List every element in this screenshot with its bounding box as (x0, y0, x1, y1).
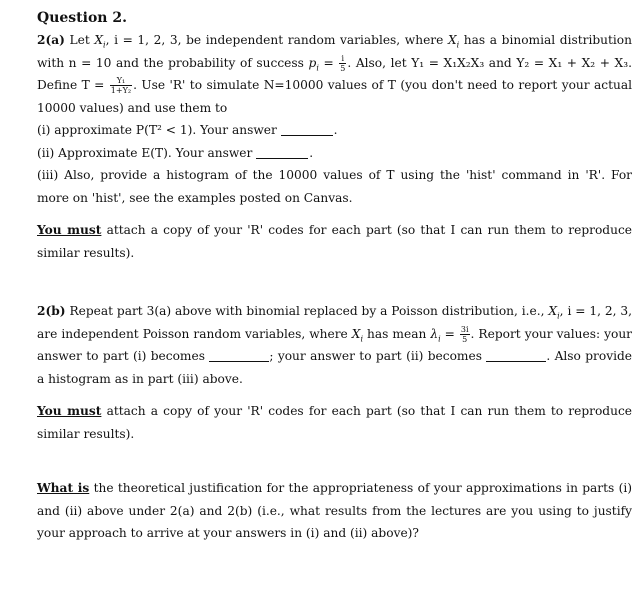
item-ii-text: (ii) Approximate E(T). Your answer (37, 145, 253, 160)
math-index: i (103, 40, 106, 50)
justification-rest: the theoretical justification for the appropriateness of your approximations in parts (i) and (ii) above under 2(a) and 2(b) (i.e., what results from the lectures are you using to justify your approach to arrive at your answers in (i) and (ii) above)? (37, 481, 633, 540)
answer-blank-i (281, 122, 333, 136)
math-index: i (438, 333, 441, 343)
math-p: p (308, 55, 317, 70)
math-x: X (94, 33, 104, 47)
part-a-t-def-2: . Use 'R' to simulate N=10000 values of T (you don't need to report your actual 10000 (37, 78, 633, 115)
answer-blank-ii (256, 145, 308, 159)
math-x: X (351, 326, 361, 341)
part-b-text-5: ; your answer to part (ii) becomes (269, 349, 482, 363)
must-attach-b-rest: attach a copy of your 'R' codes for each part (so that I can run them to reproduce similar results). (37, 404, 632, 441)
math-lambda: λ (430, 326, 439, 341)
part-a-t-def-1: T = (81, 78, 105, 92)
fraction-i-over-5: $\frac{i}{5}$ (340, 53, 346, 73)
item-i (37, 119, 632, 142)
justification-paragraph (37, 477, 632, 545)
part-a-intro-2: , i = 1, 2, 3, be independent random variables, where (105, 33, 444, 47)
part-b-paragraph: 2(b) Repeat part 3(a) above with binomial replaced by a Poisson distribution, i.e., $X_i$, i = 1, 2, 3, are independent Poisson random variables, where $X_i$ has mean $\lambda_i$ = $\frac{3i}{5}$ . Report your values: your answer to part (i) becomes ; your answer to part (ii) becomes . Also provide a histogram as in part (iii) above. (37, 304, 633, 386)
must-attach-b (37, 400, 632, 445)
must-attach-a-rest: attach a copy of your 'R' codes for each part (so that I can run them to reproduce similar results). (37, 223, 632, 260)
math-index: i (557, 311, 560, 321)
must-attach-a (37, 219, 632, 264)
math-index: i (456, 40, 460, 50)
math-index: i (360, 333, 364, 343)
part-a-label: 2(a) (37, 33, 65, 47)
part-a-intro-4: n = 10 and the probability of success (68, 55, 304, 70)
part-a-intro-5: . Also, let Y₁ = X₁X₂X₃ and Y₂ = X₁ + X₂ + X₃. Define (37, 55, 632, 92)
must-attach-b-lead: You must (37, 404, 102, 418)
item-i-text: (i) approximate P(T² < 1). Your answer (37, 123, 277, 137)
part-b-text-6: . Also provide a histogram as in part (iii) above. (37, 349, 632, 386)
part-a-intro-1: Let (69, 33, 90, 47)
part-b-text-2: , i = 1, 2, 3, are independent Poisson random variables, where (37, 304, 633, 341)
item-ii (37, 142, 632, 165)
math-x: X (548, 304, 558, 318)
item-iii: (iii) Also, provide a histogram of the 10000 values of T using the 'hist' command in 'R'. For more on 'hist', see the examples posted on Canvas. (37, 168, 632, 205)
fraction-t-definition: $\frac{\text{Y₁}}{\text{1+Y₂}}$ (110, 76, 132, 95)
question-title: Question 2. (37, 10, 127, 26)
spacer (37, 390, 632, 400)
justification-lead: What is (37, 481, 90, 495)
part-a-t-def-3: values) and use them to (79, 100, 228, 115)
part-b-text-1: Repeat part 3(a) above with binomial replaced by a Poisson distribution, i.e., (69, 304, 545, 318)
spacer (37, 445, 632, 477)
punctuation-dot: . (309, 145, 314, 160)
math-index: i (316, 62, 319, 72)
spacer (37, 209, 632, 219)
part-a-intro-3: has a binomial distribution with (37, 33, 632, 70)
punctuation-dot: . (333, 123, 338, 137)
answer-blank-b-ii (486, 348, 546, 362)
part-b-text-3: has mean (367, 326, 427, 341)
math-x: X (447, 33, 457, 47)
fraction-3i-over-5: $\frac{3i}{5}$ (460, 324, 469, 344)
spacer (37, 264, 632, 300)
part-a-paragraph: 2(a) Let $X_i$, i = 1, 2, 3, be independent random variables, where $X_i$ has a binomial distribution with n = 10 and the probability of success $p_i$ = $\frac{i}{5}$ . Also, let Y₁ = X₁X₂X₃ and Y₂ = X₁ + X₂ + X₃. Define T = $\frac{\text{Y₁}}{\text{1+Y₂}}$ . Use 'R' to simulate N=10000 values of T (you don't need to report your actual 10000 values) and use them to (37, 33, 633, 115)
must-attach-a-lead: You must (37, 223, 102, 237)
part-b-text-4: . Report your values: your answer to part (i) becomes (37, 326, 632, 363)
answer-blank-b-i (209, 348, 269, 362)
part-b-label: 2(b) (37, 304, 66, 318)
